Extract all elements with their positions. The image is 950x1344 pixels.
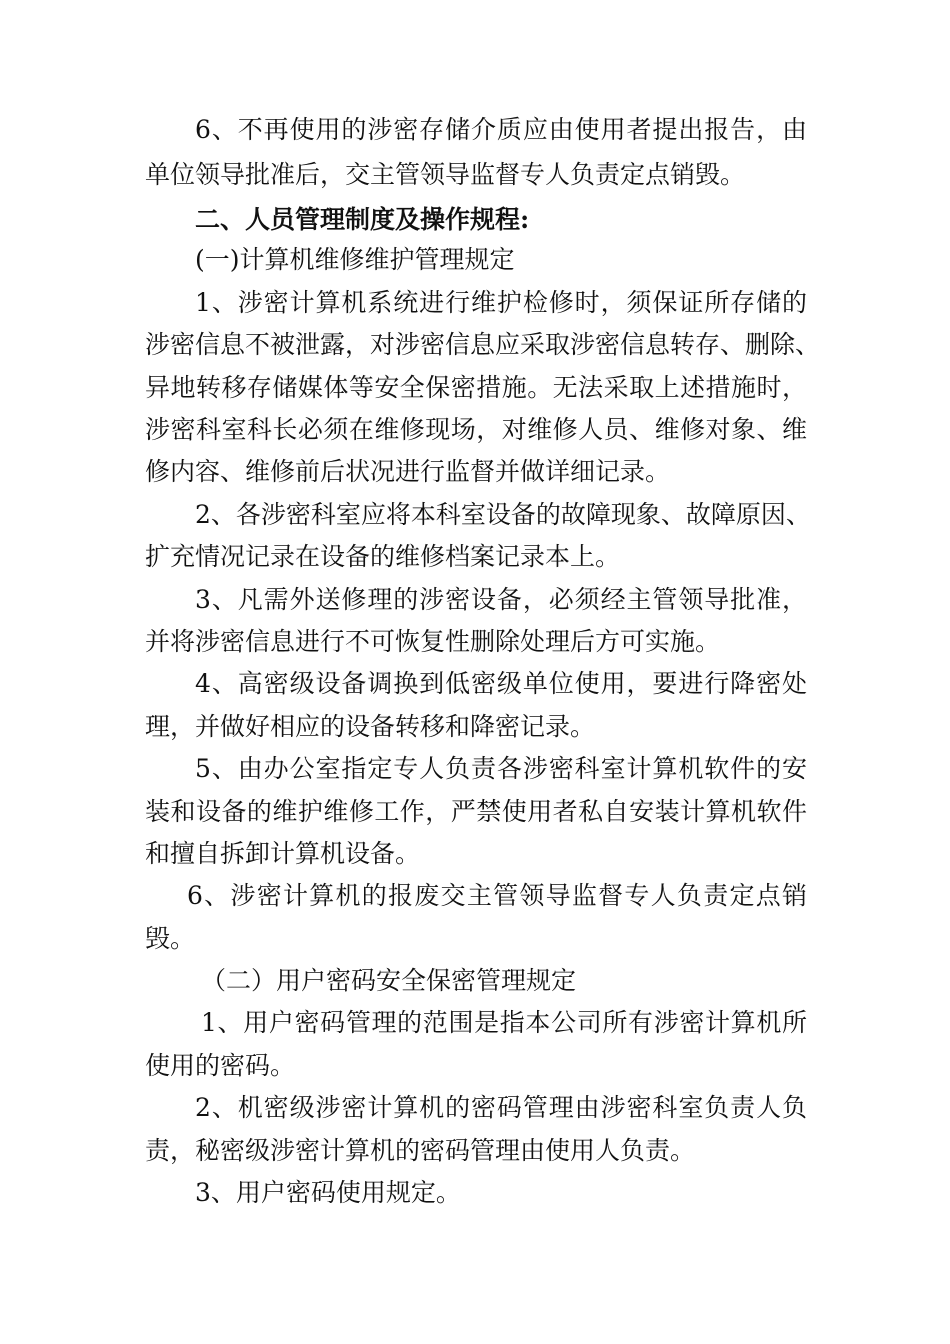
section-heading: 二、人员管理制度及操作规程: bbox=[195, 205, 530, 234]
paragraph-line: 4、高密级设备调换到低密级单位使用，要进行降密处 bbox=[195, 669, 807, 698]
paragraph-line: 2、机密级涉密计算机的密码管理由涉密科室负责人负 bbox=[195, 1093, 807, 1122]
paragraph-line: 3、用户密码使用规定。 bbox=[195, 1178, 461, 1207]
paragraph-line: 5、由办公室指定专人负责各涉密科室计算机软件的安 bbox=[195, 754, 807, 783]
paragraph-line: 装和设备的维护维修工作，严禁使用者私自安装计算机软件 bbox=[145, 797, 807, 826]
paragraph-line: 1、用户密码管理的范围是指本公司所有涉密计算机所 bbox=[201, 1008, 807, 1037]
paragraph-line: 1、涉密计算机系统进行维护检修时，须保证所存储的 bbox=[195, 288, 807, 317]
paragraph-line: 和擅自拆卸计算机设备。 bbox=[145, 839, 421, 868]
paragraph-line: 并将涉密信息进行不可恢复性删除处理后方可实施。 bbox=[145, 627, 721, 656]
paragraph-line: 异地转移存储媒体等安全保密措施。无法采取上述措施时， bbox=[145, 373, 807, 402]
paragraph-line: 责，秘密级涉密计算机的密码管理由使用人负责。 bbox=[145, 1136, 696, 1165]
paragraph-line: 3、凡需外送修理的涉密设备，必须经主管领导批准， bbox=[195, 585, 807, 614]
paragraph-line: 理，并做好相应的设备转移和降密记录。 bbox=[145, 712, 596, 741]
paragraph-line: 6、涉密计算机的报废交主管领导监督专人负责定点销 bbox=[187, 881, 807, 910]
paragraph-line: 6、不再使用的涉密存储介质应由使用者提出报告，由 bbox=[195, 115, 807, 144]
paragraph-line: 毁。 bbox=[145, 924, 196, 953]
paragraph-line: 涉密科室科长必须在维修现场，对维修人员、维修对象、维 bbox=[145, 415, 807, 444]
paragraph-line: 使用的密码。 bbox=[145, 1051, 296, 1080]
paragraph-line: (一)计算机维修维护管理规定 bbox=[195, 245, 515, 274]
paragraph-line: （二）用户密码安全保密管理规定 bbox=[201, 966, 577, 995]
paragraph-line: 扩充情况记录在设备的维修档案记录本上。 bbox=[145, 542, 621, 571]
paragraph-line: 涉密信息不被泄露，对涉密信息应采取涉密信息转存、删除、 bbox=[145, 330, 821, 359]
paragraph-line: 2、各涉密科室应将本科室设备的故障现象、故障原因、 bbox=[195, 500, 811, 529]
paragraph-line: 单位领导批准后，交主管领导监督专人负责定点销毁。 bbox=[145, 160, 746, 189]
paragraph-line: 修内容、维修前后状况进行监督并做详细记录。 bbox=[145, 457, 671, 486]
